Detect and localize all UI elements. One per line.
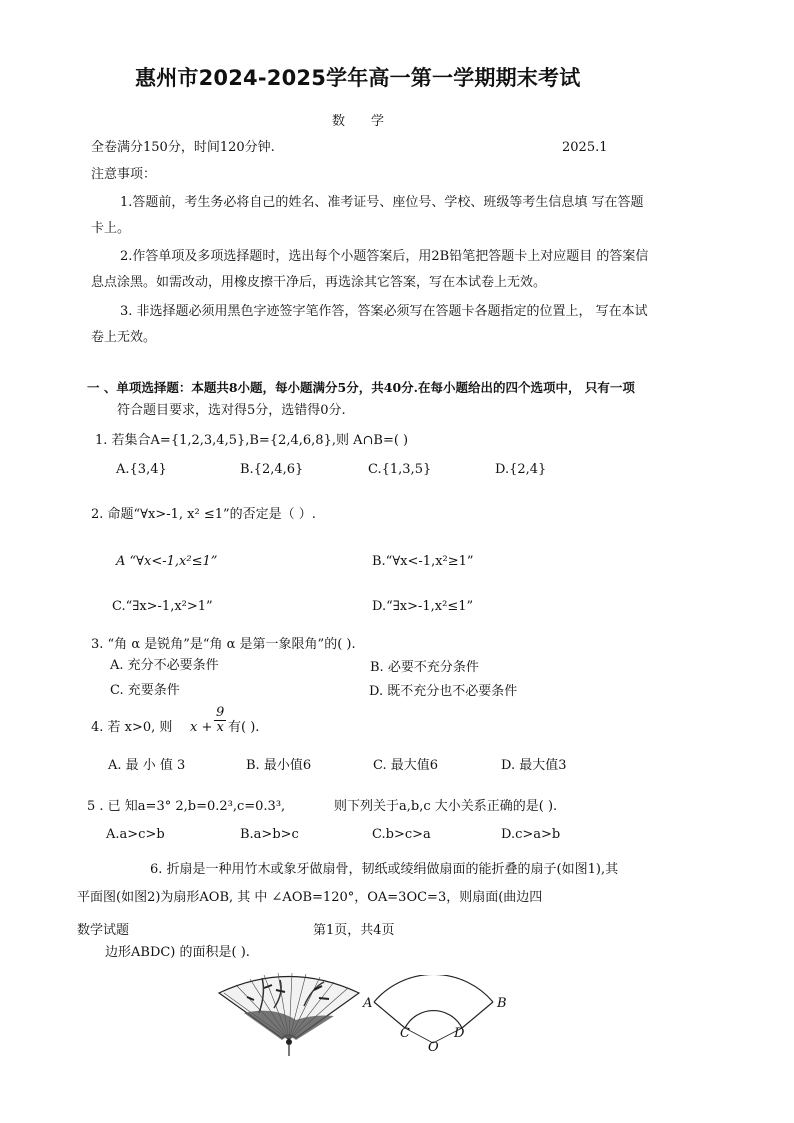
q4-stem-prefix: 4. 若 x>0, 则 [91,720,173,735]
q2-stem: 2. 命题“∀x>-1, x² ≤1”的否定是（ ）. [91,507,316,522]
q4-frac-denominator: x [216,720,224,735]
notice-item-3-line1: 3. 非选择题必须用黑色字迹签字笔作答，答案必须写在答题卡各题指定的位置上， 写在本试 [120,304,648,319]
q5-option-a: A.a>c>b [106,827,165,842]
folding-fan-figure [214,968,364,1058]
q4-option-d: D. 最大值3 [501,758,567,773]
label-c: C [400,1026,410,1041]
q6-line2: 平面图(如图2)为扇形AOB, 其 中 ∠AOB=120°，OA=3OC=3，则扇面(曲边四 [77,890,543,905]
q1-stem: 1. 若集合A={1,2,3,4,5},B={2,4,6,8},则 A∩B=( ) [95,433,409,448]
notice-item-3-line2: 卷上无效。 [91,330,157,345]
q5-stem-a: 5 . 已 知a=3° 2,b=0.2³,c=0.3³, [87,799,286,814]
q4-frac-numerator: 9 [216,705,225,720]
q6-line1: 6. 折扇是一种用竹木或象牙做扇骨，韧纸或绫绢做扇面的能折叠的扇子(如图1),其 [150,862,619,877]
q1-option-b: B.{2,4,6} [240,462,304,477]
q2-option-d: D.“∃x>-1,x²≤1” [372,599,474,614]
q3-option-a: A. 充分不必要条件 [110,658,219,673]
footer-page-number: 第1页，共4页 [313,923,395,938]
q4-fraction [214,706,226,735]
q1-option-a: A.{3,4} [116,462,167,477]
label-o: O [428,1040,439,1055]
q2-option-b: B.“∀x<-1,x²≥1” [372,554,474,569]
q5-option-d: D.c>a>b [501,827,561,842]
q5-stem-b: 则下列关于a,b,c 大小关系正确的是( ). [334,799,558,814]
q2-option-c: C.“∃x>-1,x²>1” [112,599,213,614]
q1-option-c: C.{1,3,5} [368,462,432,477]
label-d: D [454,1026,465,1041]
q2-option-a: A “∀x<-1,x²≤1” [116,554,218,569]
q4-option-c: C. 最大值6 [373,758,439,773]
section1-header-line1: 一 、单项选择题：本题共8小题，每小题满分5分，共40分.在每小题给出的四个选项中， 只有一项 [87,380,635,395]
q3-option-c: C. 充要条件 [110,683,180,698]
notice-item-1-line2: 卡上。 [91,221,131,236]
q4-expr-x: x + [190,720,213,735]
notice-heading: 注意事项： [91,167,157,182]
exam-title: 惠州市2024-2025学年高一第一学期期末考试 [135,66,581,90]
q5-option-b: B.a>b>c [240,827,299,842]
q6-line3: 边形ABDC) 的面积是( ). [105,945,250,960]
q3-stem: 3. “角 α 是锐角”是“角 α 是第一象限角”的( ). [91,637,356,652]
footer-subject: 数学试题 [77,923,130,938]
label-a: A [363,996,373,1011]
notice-item-1-line1: 1.答题前，考生务必将自己的姓名、准考证号、座位号、学校、班级等考生信息填 写在答题 [120,195,644,210]
section1-header-line2: 符合题目要求，选对得5分，选错得0分. [117,403,346,418]
label-b: B [497,996,507,1011]
subject-label: 数学 [332,114,411,129]
q3-option-d: D. 既不充分也不必要条件 [369,684,518,699]
exam-date: 2025.1 [562,140,608,155]
notice-item-2-line2: 息点涂黑。如需改动，用橡皮擦干净后，再选涂其它答案，写在本试卷上无效。 [91,275,547,290]
full-marks-note: 全卷满分150分，时间120分钟. [91,140,275,155]
notice-item-2-line1: 2.作答单项及多项选择题时，选出每个小题答案后，用2B铅笔把答题卡上对应题目 的答案信 [120,249,649,264]
q5-option-c: C.b>c>a [372,827,431,842]
q4-option-a: A. 最 小 值 3 [108,758,186,773]
q4-stem-suffix: 有( ). [228,720,260,735]
q3-option-b: B. 必要不充分条件 [370,660,479,675]
q4-option-b: B. 最小值6 [246,758,312,773]
q1-option-d: D.{2,4} [495,462,547,477]
